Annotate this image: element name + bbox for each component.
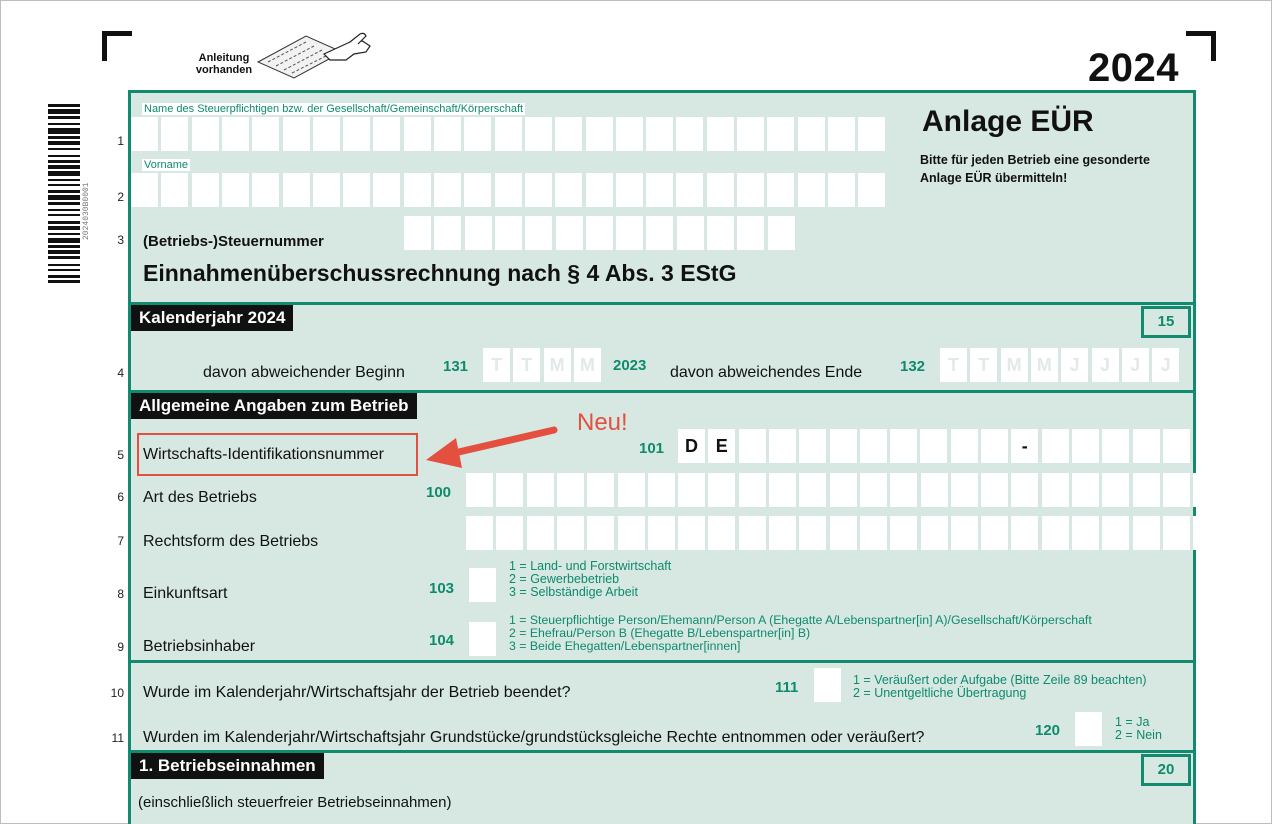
legal-form-char-box[interactable] bbox=[1163, 516, 1190, 550]
barcode-bar bbox=[48, 148, 80, 150]
barcode-bar bbox=[48, 155, 80, 157]
owner-input[interactable] bbox=[469, 622, 496, 656]
calendar-year-heading: Kalenderjahr 2024 bbox=[131, 305, 293, 331]
name-char-box[interactable] bbox=[434, 117, 461, 151]
property-code: 120 bbox=[1035, 722, 1061, 739]
row-number-5: 5 bbox=[117, 448, 124, 462]
firstname-char-box[interactable] bbox=[434, 173, 461, 207]
instructions-label-2: vorhanden bbox=[195, 64, 253, 76]
tax-number-char-box[interactable] bbox=[677, 216, 704, 250]
form-year: 2024 bbox=[1088, 46, 1179, 90]
legal-form-char-box[interactable] bbox=[1133, 516, 1160, 550]
end-date-char-box[interactable]: T bbox=[970, 348, 997, 382]
end-date-char-box[interactable]: J bbox=[1152, 348, 1179, 382]
corner-mark-top-right bbox=[1186, 31, 1216, 61]
row-number-6: 6 bbox=[117, 490, 124, 504]
business-type-char-box[interactable] bbox=[739, 473, 766, 507]
legal-form-char-box[interactable] bbox=[1193, 516, 1220, 550]
business-type-char-box[interactable] bbox=[1133, 473, 1160, 507]
legal-form-char-box[interactable] bbox=[587, 516, 614, 550]
barcode-bar bbox=[48, 116, 80, 119]
instructions-available-note bbox=[184, 52, 264, 76]
legal-form-char-box[interactable] bbox=[708, 516, 735, 550]
owner-options bbox=[509, 614, 1092, 653]
name-char-box[interactable] bbox=[525, 117, 552, 151]
name-char-box[interactable] bbox=[707, 117, 734, 151]
owner-option: 2 = Ehefrau/Person B (Ehegatte B/Lebenspartner[in] B) bbox=[509, 626, 811, 640]
barcode-bar bbox=[48, 165, 80, 169]
property-options bbox=[1115, 716, 1162, 742]
barcode-bar bbox=[48, 233, 80, 235]
firstname-char-box[interactable] bbox=[828, 173, 855, 207]
legal-form-char-box[interactable] bbox=[527, 516, 554, 550]
business-type-char-box[interactable] bbox=[921, 473, 948, 507]
tax-number-char-box[interactable] bbox=[646, 216, 673, 250]
wid-char-box[interactable]: D bbox=[678, 429, 705, 463]
business-ended-input[interactable] bbox=[814, 668, 841, 702]
property-question-label: Wurden im Kalenderjahr/Wirtschaftsjahr Grundstücke/grundstücksgleiche Rechte entnommen oder veräußert? bbox=[143, 729, 925, 746]
name-char-box[interactable] bbox=[858, 117, 885, 151]
tax-number-char-box[interactable] bbox=[556, 216, 583, 250]
business-ended-option: 2 = Unentgeltliche Übertragung bbox=[853, 686, 1027, 700]
form-note-line1: Bitte für jeden Betrieb eine gesonderte bbox=[920, 153, 1150, 167]
name-char-box[interactable] bbox=[828, 117, 855, 151]
business-type-char-box[interactable] bbox=[799, 473, 826, 507]
firstname-char-box[interactable] bbox=[131, 173, 158, 207]
income-heading: 1. Betriebseinnahmen bbox=[131, 753, 324, 779]
firstname-char-box[interactable] bbox=[373, 173, 400, 207]
form-title: Anlage EÜR bbox=[922, 105, 1094, 138]
hand-pointing-document-icon bbox=[254, 30, 374, 80]
wid-char-box[interactable] bbox=[769, 429, 796, 463]
firstname-char-box[interactable] bbox=[646, 173, 673, 207]
wid-char-box[interactable] bbox=[739, 429, 766, 463]
wid-char-box[interactable] bbox=[1102, 429, 1129, 463]
name-char-box[interactable] bbox=[464, 117, 491, 151]
end-date-char-box[interactable]: J bbox=[1122, 348, 1149, 382]
wid-char-box[interactable] bbox=[951, 429, 978, 463]
wid-char-box[interactable] bbox=[860, 429, 887, 463]
barcode-bar bbox=[48, 250, 80, 254]
begin-year: 2023 bbox=[613, 357, 647, 374]
end-date-char-box[interactable]: M bbox=[1001, 348, 1028, 382]
business-type-char-box[interactable] bbox=[678, 473, 705, 507]
property-input[interactable] bbox=[1075, 712, 1102, 746]
general-info-heading: Allgemeine Angaben zum Betrieb bbox=[131, 393, 417, 419]
owner-option: 1 = Steuerpflichtige Person/Ehemann/Person A (Ehegatte A/Lebenspartner[in] A)/Gesellschaft/Körperschaft bbox=[509, 613, 1092, 627]
name-char-box[interactable] bbox=[737, 117, 764, 151]
row-number-7: 7 bbox=[117, 534, 124, 548]
legal-form-char-box[interactable] bbox=[921, 516, 948, 550]
firstname-char-box[interactable] bbox=[586, 173, 613, 207]
legal-form-char-box[interactable] bbox=[618, 516, 645, 550]
firstname-char-box[interactable] bbox=[555, 173, 582, 207]
tax-number-char-box[interactable] bbox=[586, 216, 613, 250]
barcode-bar bbox=[48, 136, 80, 139]
barcode-bar bbox=[48, 226, 80, 230]
row-number-9: 9 bbox=[117, 640, 124, 654]
firstname-char-box[interactable] bbox=[161, 173, 188, 207]
legal-form-char-box[interactable] bbox=[981, 516, 1008, 550]
legal-form-char-box[interactable] bbox=[739, 516, 766, 550]
tax-number-label: (Betriebs-)Steuernummer bbox=[143, 233, 324, 250]
firstname-char-box[interactable] bbox=[283, 173, 310, 207]
row-number-8: 8 bbox=[117, 587, 124, 601]
business-type-char-box[interactable] bbox=[981, 473, 1008, 507]
name-char-box[interactable] bbox=[586, 117, 613, 151]
end-label: davon abweichendes Ende bbox=[670, 364, 863, 381]
firstname-char-box[interactable] bbox=[858, 173, 885, 207]
end-date-char-box[interactable]: J bbox=[1092, 348, 1119, 382]
tax-number-char-box[interactable] bbox=[737, 216, 764, 250]
name-char-box[interactable] bbox=[252, 117, 279, 151]
legal-form-char-box[interactable] bbox=[860, 516, 887, 550]
income-note: (einschließlich steuerfreier Betriebseinnahmen) bbox=[138, 794, 452, 811]
barcode-bar bbox=[48, 184, 80, 186]
wid-char-box[interactable] bbox=[981, 429, 1008, 463]
barcode-bar bbox=[48, 264, 80, 266]
barcode-bar bbox=[48, 141, 80, 145]
business-type-char-box[interactable] bbox=[496, 473, 523, 507]
wid-char-box[interactable] bbox=[1133, 429, 1160, 463]
business-type-char-box[interactable] bbox=[830, 473, 857, 507]
firstname-char-box[interactable] bbox=[525, 173, 552, 207]
name-char-box[interactable] bbox=[192, 117, 219, 151]
business-type-code: 100 bbox=[426, 484, 452, 501]
name-char-box[interactable] bbox=[555, 117, 582, 151]
business-ended-code: 111 bbox=[775, 679, 799, 696]
barcode-bar bbox=[48, 104, 80, 107]
business-type-label: Art des Betriebs bbox=[143, 489, 257, 506]
barcode-bar bbox=[48, 202, 80, 205]
end-date-char-box[interactable]: T bbox=[940, 348, 967, 382]
barcode-bar bbox=[48, 190, 80, 193]
begin-date-char-box[interactable]: M bbox=[544, 348, 571, 382]
firstname-char-box[interactable] bbox=[313, 173, 340, 207]
wid-char-box[interactable] bbox=[1163, 429, 1190, 463]
barcode-number: 2024030B0001 bbox=[82, 182, 91, 240]
name-char-box[interactable] bbox=[616, 117, 643, 151]
owner-label: Betriebsinhaber bbox=[143, 638, 256, 655]
legal-form-char-box[interactable] bbox=[1011, 516, 1038, 550]
begin-date-char-box[interactable]: T bbox=[513, 348, 540, 382]
barcode-bar bbox=[48, 160, 80, 163]
form-subtitle: Einnahmenüberschussrechnung nach § 4 Abs. 3 EStG bbox=[143, 260, 737, 286]
legal-form-char-box[interactable] bbox=[799, 516, 826, 550]
name-field-label: Name des Steuerpflichtigen bzw. der Gesellschaft/Gemeinschaft/Körperschaft bbox=[144, 103, 524, 115]
name-char-box[interactable] bbox=[222, 117, 249, 151]
wid-code: 101 bbox=[639, 440, 665, 457]
barcode-bar bbox=[48, 280, 80, 283]
barcode-bar bbox=[48, 128, 80, 134]
business-ended-option: 1 = Veräußert oder Aufgabe (Bitte Zeile 89 beachten) bbox=[853, 673, 1147, 687]
income-type-option: 2 = Gewerbebetrieb bbox=[509, 572, 620, 586]
wid-char-box[interactable] bbox=[1042, 429, 1069, 463]
end-date-char-box[interactable]: M bbox=[1031, 348, 1058, 382]
barcode-bar bbox=[48, 238, 80, 243]
business-type-char-box[interactable] bbox=[1042, 473, 1069, 507]
firstname-char-box[interactable] bbox=[798, 173, 825, 207]
row-number-2: 2 bbox=[117, 190, 124, 204]
business-type-char-box[interactable] bbox=[527, 473, 554, 507]
name-char-box[interactable] bbox=[676, 117, 703, 151]
firstname-char-box[interactable] bbox=[707, 173, 734, 207]
form-note-line2: Anlage EÜR übermitteln! bbox=[920, 171, 1068, 185]
business-type-char-box[interactable] bbox=[951, 473, 978, 507]
barcode-bar bbox=[48, 179, 80, 181]
income-type-label: Einkunftsart bbox=[143, 585, 228, 602]
legal-form-char-box[interactable] bbox=[769, 516, 796, 550]
business-type-char-box[interactable] bbox=[648, 473, 675, 507]
row-number-10: 10 bbox=[110, 686, 124, 700]
firstname-char-box[interactable] bbox=[464, 173, 491, 207]
divider bbox=[128, 660, 1196, 663]
firstname-char-box[interactable] bbox=[676, 173, 703, 207]
name-char-box[interactable] bbox=[495, 117, 522, 151]
income-type-options bbox=[509, 560, 671, 599]
firstname-char-box[interactable] bbox=[192, 173, 219, 207]
wid-char-box[interactable]: E bbox=[708, 429, 735, 463]
firstname-char-box[interactable] bbox=[343, 173, 370, 207]
name-char-box[interactable] bbox=[313, 117, 340, 151]
instructions-label-1: Anleitung bbox=[198, 52, 250, 64]
business-type-char-box[interactable] bbox=[1072, 473, 1099, 507]
owner-option: 3 = Beide Ehegatten/Lebenspartner[innen] bbox=[509, 639, 741, 653]
name-char-box[interactable] bbox=[343, 117, 370, 151]
barcode-bar bbox=[48, 269, 80, 271]
legal-form-char-box[interactable] bbox=[1042, 516, 1069, 550]
tax-number-char-box[interactable] bbox=[525, 216, 552, 250]
income-type-code: 103 bbox=[429, 580, 455, 597]
firstname-char-box[interactable] bbox=[616, 173, 643, 207]
business-type-char-box[interactable] bbox=[1193, 473, 1220, 507]
wid-label: Wirtschafts-Identifikationsnummer bbox=[143, 446, 384, 463]
name-char-box[interactable] bbox=[283, 117, 310, 151]
barcode-bar bbox=[48, 256, 80, 259]
firstname-char-box[interactable] bbox=[767, 173, 794, 207]
wid-char-box[interactable]: - bbox=[1011, 429, 1038, 463]
legal-form-label: Rechtsform des Betriebs bbox=[143, 533, 319, 550]
business-ended-label: Wurde im Kalenderjahr/Wirtschaftsjahr der Betrieb beendet? bbox=[143, 684, 571, 701]
barcode-bar bbox=[48, 214, 80, 216]
corner-mark-top-left bbox=[102, 31, 132, 61]
barcode-bar bbox=[48, 123, 80, 125]
wid-highlight-box bbox=[137, 433, 418, 476]
barcode-icon bbox=[48, 104, 80, 432]
tax-number-char-box[interactable] bbox=[707, 216, 734, 250]
legal-form-char-box[interactable] bbox=[1072, 516, 1099, 550]
business-type-char-box[interactable] bbox=[860, 473, 887, 507]
name-char-box[interactable] bbox=[131, 117, 158, 151]
business-type-char-box[interactable] bbox=[769, 473, 796, 507]
legal-form-char-box[interactable] bbox=[890, 516, 917, 550]
name-char-box[interactable] bbox=[767, 117, 794, 151]
income-type-option: 3 = Selbständige Arbeit bbox=[509, 585, 638, 599]
begin-date-char-box[interactable]: M bbox=[574, 348, 601, 382]
firstname-char-box[interactable] bbox=[222, 173, 249, 207]
name-char-box[interactable] bbox=[161, 117, 188, 151]
business-type-char-box[interactable] bbox=[708, 473, 735, 507]
barcode-bar bbox=[48, 195, 80, 200]
tax-number-char-box[interactable] bbox=[434, 216, 461, 250]
barcode-bar bbox=[48, 275, 80, 278]
income-type-input[interactable] bbox=[469, 568, 496, 602]
row-number-1: 1 bbox=[117, 134, 124, 148]
firstname-char-box[interactable] bbox=[404, 173, 431, 207]
legal-form-char-box[interactable] bbox=[951, 516, 978, 550]
business-type-char-box[interactable] bbox=[466, 473, 493, 507]
section-number-20: 20 bbox=[1141, 754, 1191, 786]
business-type-char-box[interactable] bbox=[618, 473, 645, 507]
tax-number-char-box[interactable] bbox=[495, 216, 522, 250]
name-char-box[interactable] bbox=[404, 117, 431, 151]
name-char-box[interactable] bbox=[373, 117, 400, 151]
legal-form-char-box[interactable] bbox=[557, 516, 584, 550]
end-code: 132 bbox=[900, 358, 926, 375]
barcode-bar bbox=[48, 171, 80, 176]
begin-code: 131 bbox=[443, 358, 469, 375]
firstname-field-label: Vorname bbox=[144, 159, 189, 171]
new-annotation: Neu! bbox=[577, 409, 628, 436]
legal-form-char-box[interactable] bbox=[466, 516, 493, 550]
tax-number-char-box[interactable] bbox=[404, 216, 431, 250]
business-type-char-box[interactable] bbox=[1102, 473, 1129, 507]
section-number-15: 15 bbox=[1141, 306, 1191, 338]
row-number-11: 11 bbox=[111, 731, 124, 745]
firstname-char-box[interactable] bbox=[495, 173, 522, 207]
wid-char-box[interactable] bbox=[1072, 429, 1099, 463]
legal-form-char-box[interactable] bbox=[830, 516, 857, 550]
begin-label: davon abweichender Beginn bbox=[203, 364, 405, 381]
legal-form-char-box[interactable] bbox=[496, 516, 523, 550]
wid-char-box[interactable] bbox=[920, 429, 947, 463]
row-number-3: 3 bbox=[117, 233, 124, 247]
tax-number-char-box[interactable] bbox=[465, 216, 492, 250]
business-ended-options bbox=[853, 674, 1147, 700]
property-option: 2 = Nein bbox=[1115, 728, 1162, 742]
property-option: 1 = Ja bbox=[1115, 715, 1150, 729]
name-char-box[interactable] bbox=[646, 117, 673, 151]
business-type-char-box[interactable] bbox=[557, 473, 584, 507]
name-char-box[interactable] bbox=[798, 117, 825, 151]
end-date-char-box[interactable]: J bbox=[1061, 348, 1088, 382]
business-type-char-box[interactable] bbox=[1011, 473, 1038, 507]
barcode-bar bbox=[48, 109, 80, 114]
wid-char-box[interactable] bbox=[799, 429, 826, 463]
legal-form-char-box[interactable] bbox=[648, 516, 675, 550]
wid-char-box[interactable] bbox=[830, 429, 857, 463]
tax-number-char-box[interactable] bbox=[768, 216, 795, 250]
business-type-char-box[interactable] bbox=[587, 473, 614, 507]
owner-code: 104 bbox=[429, 632, 455, 649]
tax-number-char-box[interactable] bbox=[616, 216, 643, 250]
barcode-bar bbox=[48, 209, 80, 211]
red-arrow-icon bbox=[420, 420, 560, 470]
barcode-bar bbox=[48, 245, 80, 248]
firstname-char-box[interactable] bbox=[252, 173, 279, 207]
legal-form-char-box[interactable] bbox=[1102, 516, 1129, 550]
wid-char-box[interactable] bbox=[890, 429, 917, 463]
income-type-option: 1 = Land- und Forstwirtschaft bbox=[509, 559, 672, 573]
business-type-char-box[interactable] bbox=[1163, 473, 1190, 507]
row-number-4: 4 bbox=[117, 366, 124, 380]
firstname-char-box[interactable] bbox=[737, 173, 764, 207]
legal-form-char-box[interactable] bbox=[678, 516, 705, 550]
barcode-bar bbox=[48, 221, 80, 224]
begin-date-char-box[interactable]: T bbox=[483, 348, 510, 382]
business-type-char-box[interactable] bbox=[890, 473, 917, 507]
